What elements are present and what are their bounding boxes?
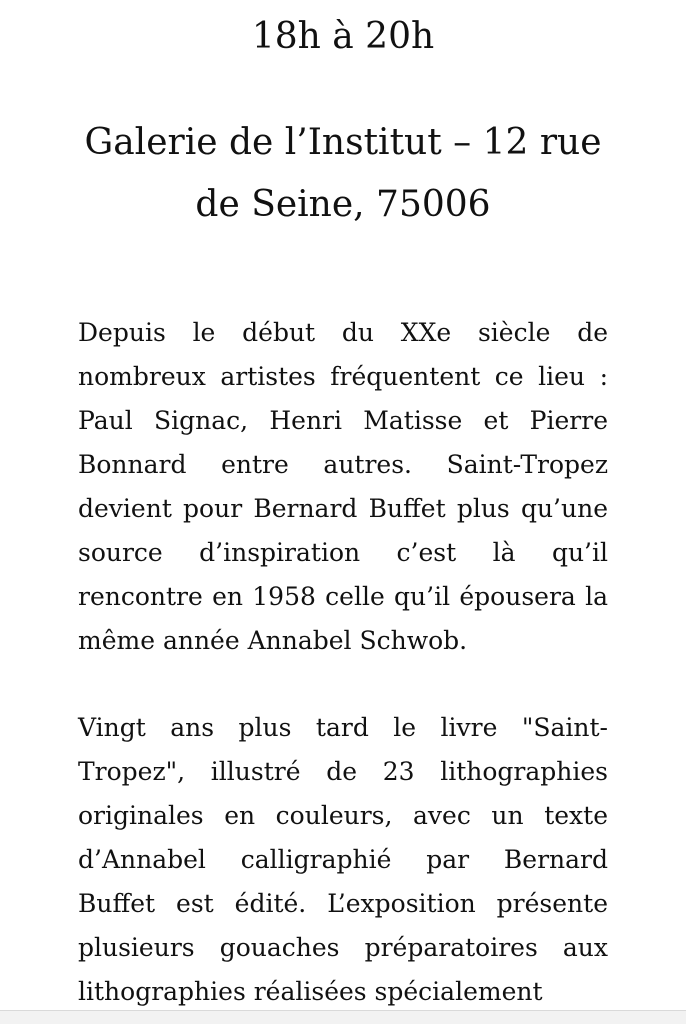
article-paragraph-1: Depuis le début du XXe siècle de nombreux artistes fréquentent ce lieu : Paul Signac, Henri Matisse et Pierre Bonnard entre autres. Saint-Tropez devient pour Bernard Buffet plus qu’une source d’inspiration c’est là qu’il rencontre en 1958 celle qu’il épousera la même année Annabel Schwob.	[78, 318, 608, 655]
event-time-heading: 18h à 20h	[251, 16, 435, 57]
bottom-toolbar-edge	[0, 1010, 686, 1024]
article-paragraph-2: Vingt ans plus tard le livre "Saint-Tropez", illustré de 23 lithographies originales en couleurs, avec un texte d’Annabel calligraphié par Bernard Buffet est édité. L’exposition présente plusieurs gouaches préparatoires aux lithographies réalisées spécialement	[78, 713, 608, 1006]
event-venue-heading: Galerie de l’Institut – 12 rue de Seine, 75006	[84, 122, 602, 225]
